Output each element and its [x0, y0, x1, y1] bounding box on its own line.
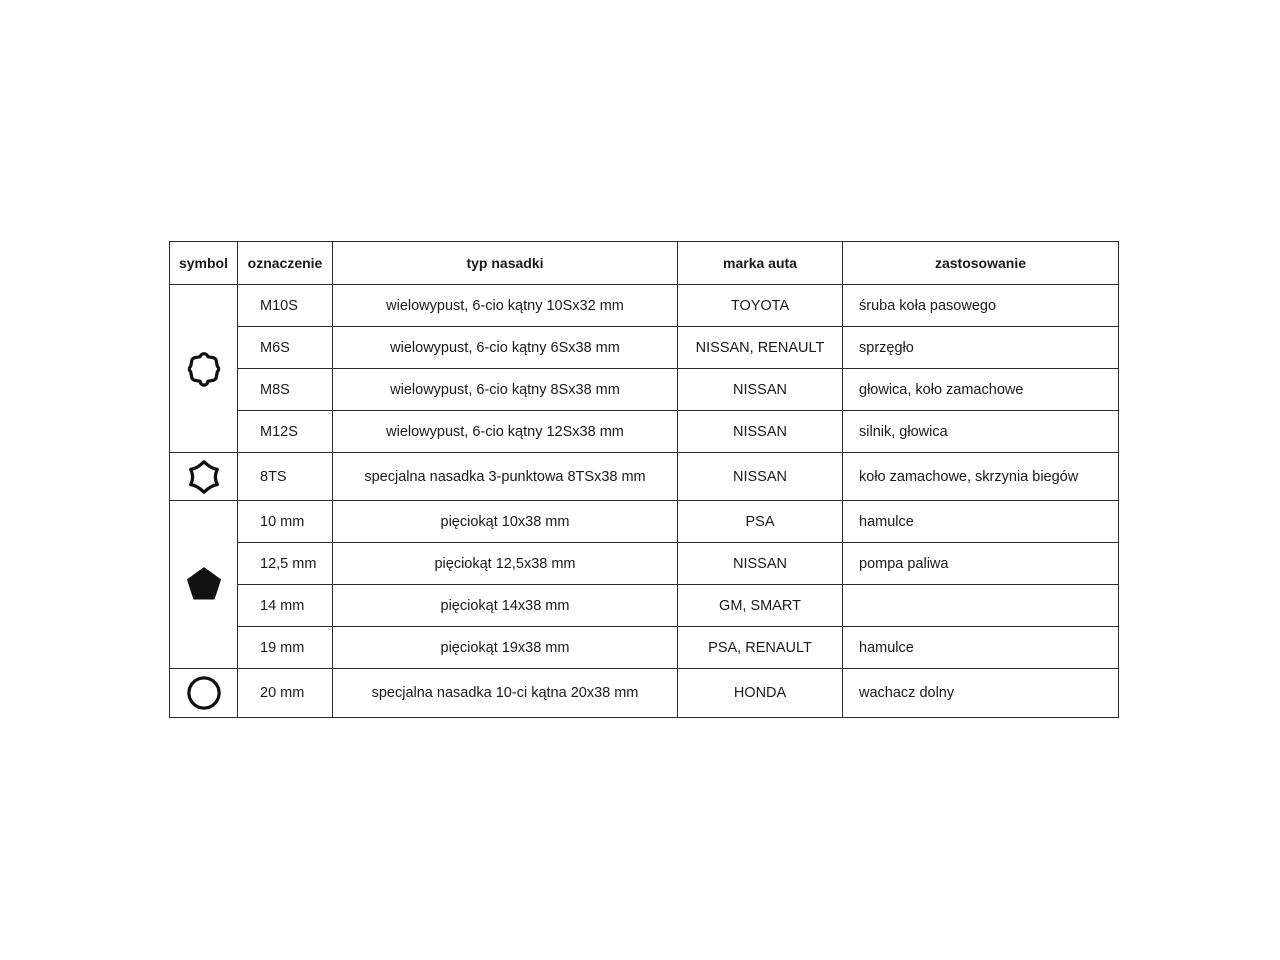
type-cell: wielowypust, 6-cio kątny 6Sx38 mm: [333, 327, 678, 369]
symbol-cell: [170, 669, 238, 718]
symbol-cell: [170, 285, 238, 453]
brand-cell: NISSAN: [678, 411, 843, 453]
header-use: zastosowanie: [843, 242, 1119, 285]
table-row: [170, 669, 1119, 718]
use-cell: wachacz dolny: [843, 669, 1119, 718]
table-row: [170, 543, 1119, 585]
type-cell: specjalna nasadka 3-punktowa 8TSx38 mm: [333, 453, 678, 501]
code-cell: 12,5 mm: [238, 543, 333, 585]
brand-cell: GM, SMART: [678, 585, 843, 627]
brand-cell: NISSAN: [678, 369, 843, 411]
use-cell: hamulce: [843, 627, 1119, 669]
brand-cell: NISSAN, RENAULT: [678, 327, 843, 369]
table-row: [170, 453, 1119, 501]
code-cell: 19 mm: [238, 627, 333, 669]
code-cell: M12S: [238, 411, 333, 453]
code-cell: 20 mm: [238, 669, 333, 718]
use-cell: głowica, koło zamachowe: [843, 369, 1119, 411]
type-cell: pięciokąt 12,5x38 mm: [333, 543, 678, 585]
code-cell: 10 mm: [238, 501, 333, 543]
code-cell: 8TS: [238, 453, 333, 501]
table-header-row: [170, 242, 1119, 285]
table-row: [170, 501, 1119, 543]
use-cell: [843, 585, 1119, 627]
brand-cell: TOYOTA: [678, 285, 843, 327]
use-cell: hamulce: [843, 501, 1119, 543]
type-cell: wielowypust, 6-cio kątny 10Sx32 mm: [333, 285, 678, 327]
table-row: [170, 411, 1119, 453]
header-code: oznaczenie: [238, 242, 333, 285]
use-cell: koło zamachowe, skrzynia biegów: [843, 453, 1119, 501]
table-row: [170, 627, 1119, 669]
brand-cell: PSA, RENAULT: [678, 627, 843, 669]
code-cell: 14 mm: [238, 585, 333, 627]
table-row: [170, 585, 1119, 627]
tri-point-icon: [170, 458, 237, 496]
ten-point-icon: [170, 674, 237, 712]
table-row: [170, 285, 1119, 327]
header-brand: marka auta: [678, 242, 843, 285]
brand-cell: NISSAN: [678, 543, 843, 585]
type-cell: pięciokąt 14x38 mm: [333, 585, 678, 627]
type-cell: wielowypust, 6-cio kątny 8Sx38 mm: [333, 369, 678, 411]
type-cell: pięciokąt 19x38 mm: [333, 627, 678, 669]
pentagon-icon: [170, 565, 237, 605]
code-cell: M10S: [238, 285, 333, 327]
brand-cell: PSA: [678, 501, 843, 543]
brand-cell: HONDA: [678, 669, 843, 718]
use-cell: silnik, głowica: [843, 411, 1119, 453]
type-cell: wielowypust, 6-cio kątny 12Sx38 mm: [333, 411, 678, 453]
brand-cell: NISSAN: [678, 453, 843, 501]
code-cell: M8S: [238, 369, 333, 411]
header-symbol: symbol: [170, 242, 238, 285]
use-cell: sprzęgło: [843, 327, 1119, 369]
symbol-cell: [170, 453, 238, 501]
socket-table: [169, 241, 1119, 718]
spline-6-point-icon: [170, 350, 237, 388]
symbol-cell: [170, 501, 238, 669]
use-cell: pompa paliwa: [843, 543, 1119, 585]
type-cell: pięciokąt 10x38 mm: [333, 501, 678, 543]
table-row: [170, 369, 1119, 411]
table-row: [170, 327, 1119, 369]
type-cell: specjalna nasadka 10-ci kątna 20x38 mm: [333, 669, 678, 718]
use-cell: śruba koła pasowego: [843, 285, 1119, 327]
socket-table-wrapper: [169, 241, 1118, 718]
code-cell: M6S: [238, 327, 333, 369]
header-type: typ nasadki: [333, 242, 678, 285]
